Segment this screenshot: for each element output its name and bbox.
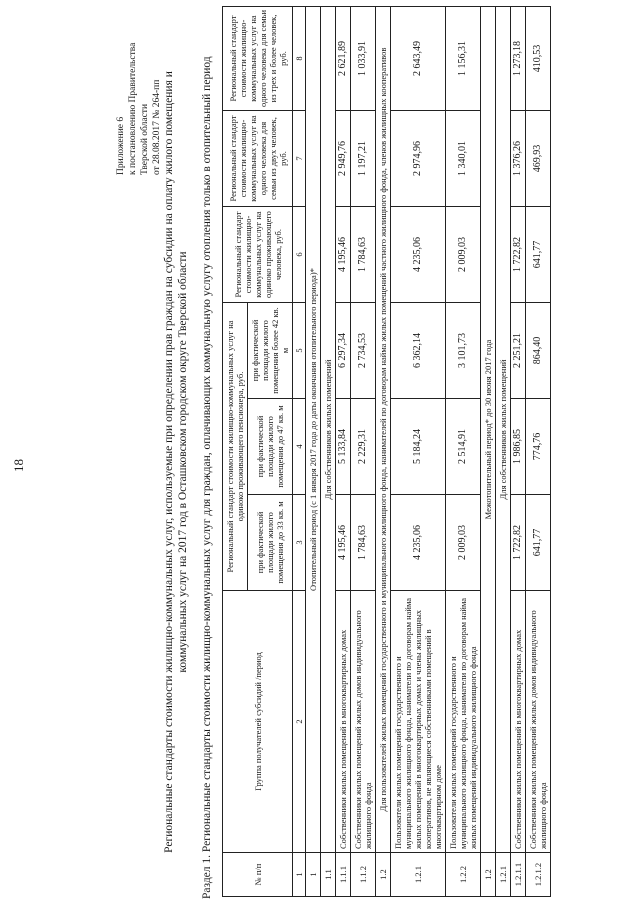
- row-index: 1.2.1.2: [526, 853, 551, 897]
- value-cell: 774,76: [526, 399, 551, 495]
- section-row-text: Отопительный период (с 1 января 2017 года до даты окончания отопительного периода)*: [306, 7, 321, 853]
- value-cell: 2 949,76: [336, 111, 351, 207]
- section-row-text: Для собственников жилых помещений: [496, 7, 511, 853]
- value-cell: 5 133,84: [336, 399, 351, 495]
- value-cell: 2 514,91: [446, 399, 481, 495]
- section-row: [496, 7, 511, 897]
- column-number: 2: [293, 591, 306, 853]
- section-row: [481, 7, 496, 897]
- table-row: [391, 7, 446, 897]
- column-number: 4: [293, 399, 306, 495]
- value-cell: 2 229,31: [351, 399, 376, 495]
- appendix-line: Приложение 6: [116, 116, 126, 175]
- header-pensioner-group: Региональный стандарт стоимости жилищно-коммунальных услуг на одиноко проживающего пенсионера, руб.: [223, 303, 248, 591]
- appendix-line: к постановлению Правительства: [128, 42, 138, 175]
- row-index: 1.2.1.1: [511, 853, 526, 897]
- row-index: 1.2.1: [391, 853, 446, 897]
- value-cell: 641,77: [526, 495, 551, 591]
- header-col-number: № п/п: [223, 853, 293, 897]
- row-index: 1.2: [481, 853, 496, 897]
- standards-table: [222, 6, 551, 897]
- row-label: Собственники жилых помещений в многоквартирных домах: [336, 591, 351, 853]
- column-number: 6: [293, 207, 306, 303]
- table-row: [511, 7, 526, 897]
- row-index: 1.1.2: [351, 853, 376, 897]
- value-cell: 3 101,73: [446, 303, 481, 399]
- value-cell: 1 197,21: [351, 111, 376, 207]
- value-cell: 864,40: [526, 303, 551, 399]
- value-cell: 641,77: [526, 207, 551, 303]
- column-number: 1: [293, 853, 306, 897]
- value-cell: 1 156,31: [446, 7, 481, 111]
- value-cell: 2 974,96: [391, 111, 446, 207]
- header-col-area47: при фактической площади жилого помещения до 47 кв. м: [248, 399, 293, 495]
- value-cell: 4 235,06: [391, 495, 446, 591]
- value-cell: 4 235,06: [391, 207, 446, 303]
- value-cell: 1 986,85: [511, 399, 526, 495]
- row-index: 1.2: [376, 853, 391, 897]
- section-row: [321, 7, 336, 897]
- row-index: 1.2.1: [496, 853, 511, 897]
- section-row-text: Для собственников жилых помещений: [321, 7, 336, 853]
- value-cell: 1 376,26: [511, 111, 526, 207]
- section-row-text: Для пользователей жилых помещений государственного и муниципального жилищного фонда, нанимателей по договорам найма жилых помещений частного жилищного фонда, членов жилищных кооперативов: [376, 7, 391, 853]
- value-cell: 4 195,46: [336, 495, 351, 591]
- table-row: [351, 7, 376, 897]
- value-cell: 2 009,03: [446, 207, 481, 303]
- value-cell: 1 784,63: [351, 207, 376, 303]
- value-cell: 1 722,82: [511, 207, 526, 303]
- header-col-family2: Региональный стандарт стоимости жилищно-коммунальных услуг на одного человека для семьи из двух человек, руб.: [223, 111, 293, 207]
- value-cell: 4 195,46: [336, 207, 351, 303]
- header-col-area33: при фактической площади жилого помещения до 33 кв. м: [248, 495, 293, 591]
- value-cell: 2 643,49: [391, 7, 446, 111]
- value-cell: 1 722,82: [511, 495, 526, 591]
- value-cell: 6 362,14: [391, 303, 446, 399]
- row-index: 1: [306, 853, 321, 897]
- value-cell: 2 734,53: [351, 303, 376, 399]
- value-cell: 410,53: [526, 7, 551, 111]
- section-row-text: Межотопительный период* до 30 июня 2017 года: [481, 7, 496, 853]
- appendix-block: [115, 5, 163, 175]
- column-number: 5: [293, 303, 306, 399]
- header-col-group: Группа получателей субсидий /период: [223, 591, 293, 853]
- value-cell: 1 340,01: [446, 111, 481, 207]
- header-col-single: Региональный стандарт стоимости жилищно-коммунальных услуг на одиноко проживающего человека, руб.: [223, 207, 293, 303]
- document-title: Региональные стандарты стоимости жилищно-коммунальных услуг, используемые при определении прав граждан на субсидии на оплату жилого помещения и коммунальных услуг на 2017 год в Осташковском городском округе Тверской области: [163, 71, 189, 853]
- row-index: 1.2.2: [446, 853, 481, 897]
- row-label: Пользователи жилых помещений государственного и муниципального жилищного фонда, наниматели по договорам найма жилых помещений в многоквартирных домах и члены жилищных кооперативов, не являющиеся собственниками помещений в многоквартирном доме: [391, 591, 446, 853]
- table-row: [336, 7, 351, 897]
- column-number-row: [293, 7, 306, 897]
- value-cell: 1 033,91: [351, 7, 376, 111]
- value-cell: 5 184,24: [391, 399, 446, 495]
- header-col-area42plus: при фактической площади жилого помещения более 42 кв. м: [248, 303, 293, 399]
- column-number: 3: [293, 495, 306, 591]
- value-cell: 469,93: [526, 111, 551, 207]
- table-row: [446, 7, 481, 897]
- appendix-line: Тверской области: [140, 103, 150, 175]
- row-label: Пользователи жилых помещений государственного и муниципального жилищного фонда, наниматели по договорам найма жилых помещений индивидуального жилищного фонда: [446, 591, 481, 853]
- appendix-line: от 28.08.2017 № 264-пп: [152, 79, 162, 175]
- value-cell: 6 297,34: [336, 303, 351, 399]
- row-index: 1.1.1: [336, 853, 351, 897]
- row-label: Собственники жилых помещений жилых домов индивидуального жилищного фонда: [526, 591, 551, 853]
- value-cell: 2 009,03: [446, 495, 481, 591]
- value-cell: 2 251,21: [511, 303, 526, 399]
- section-row: [376, 7, 391, 897]
- table-row: [526, 7, 551, 897]
- page-number: 18: [11, 459, 26, 472]
- row-label: Собственники жилых помещений жилых домов индивидуального жилищного фонда: [351, 591, 376, 853]
- value-cell: 2 621,89: [336, 7, 351, 111]
- section-title: Раздел 1. Региональные стандарты стоимости жилищно-коммунальных услуг для граждан, оплачивающих коммунальную услугу отопления только в отопительный период: [201, 56, 213, 899]
- row-label: Собственники жилых помещений в многоквартирных домах: [511, 591, 526, 853]
- value-cell: 1 273,18: [511, 7, 526, 111]
- row-index: 1.1: [321, 853, 336, 897]
- section-row: [306, 7, 321, 897]
- column-number: 8: [293, 7, 306, 111]
- header-col-family3: Региональный стандарт стоимости жилищно-коммунальных услуг на одного человека для семьи из трех и более человек, руб.: [223, 7, 293, 111]
- value-cell: 1 784,63: [351, 495, 376, 591]
- column-number: 7: [293, 111, 306, 207]
